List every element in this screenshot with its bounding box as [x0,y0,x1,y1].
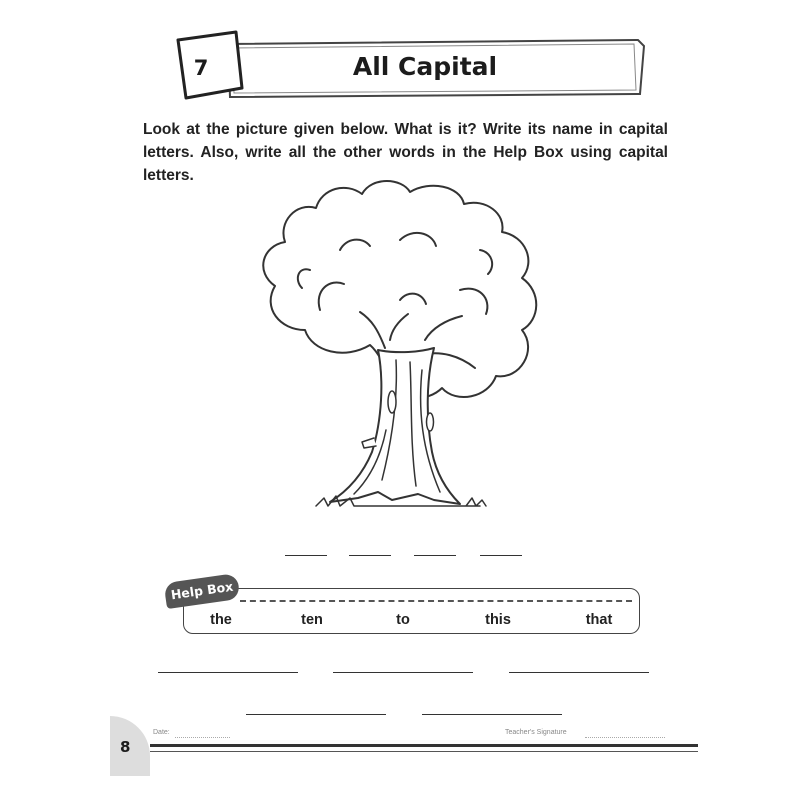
tree-illustration [250,180,570,520]
help-word: ten [301,612,323,628]
help-box-label: Help Box [169,578,235,603]
date-label: Date: [153,729,170,736]
date-field[interactable] [175,737,230,738]
footer-rule [150,744,698,747]
signature-field[interactable] [585,737,665,738]
writing-line[interactable] [422,714,562,715]
page-number: 8 [120,738,131,756]
writing-line[interactable] [246,714,386,715]
worksheet-title: All Capital [352,52,498,81]
answer-blank[interactable] [285,555,327,556]
answer-blank[interactable] [414,555,456,556]
help-word: the [210,612,232,628]
writing-line[interactable] [333,672,473,673]
footer-rule-thin [150,751,698,752]
help-word: that [585,612,613,628]
help-word: to [396,612,410,628]
answer-blank[interactable] [480,555,522,556]
help-box-divider [240,600,632,602]
answer-blank[interactable] [349,555,391,556]
instructions-text: Look at the picture given below. What is it? Write its name in capital letters. Also, write all the other words in the Help Box using capital letters. [143,121,668,184]
help-word: this [485,612,511,628]
writing-line[interactable] [509,672,649,673]
teacher-signature-label: Teacher's Signature [505,729,567,736]
writing-line[interactable] [158,672,298,673]
activity-number: 7 [193,56,209,80]
